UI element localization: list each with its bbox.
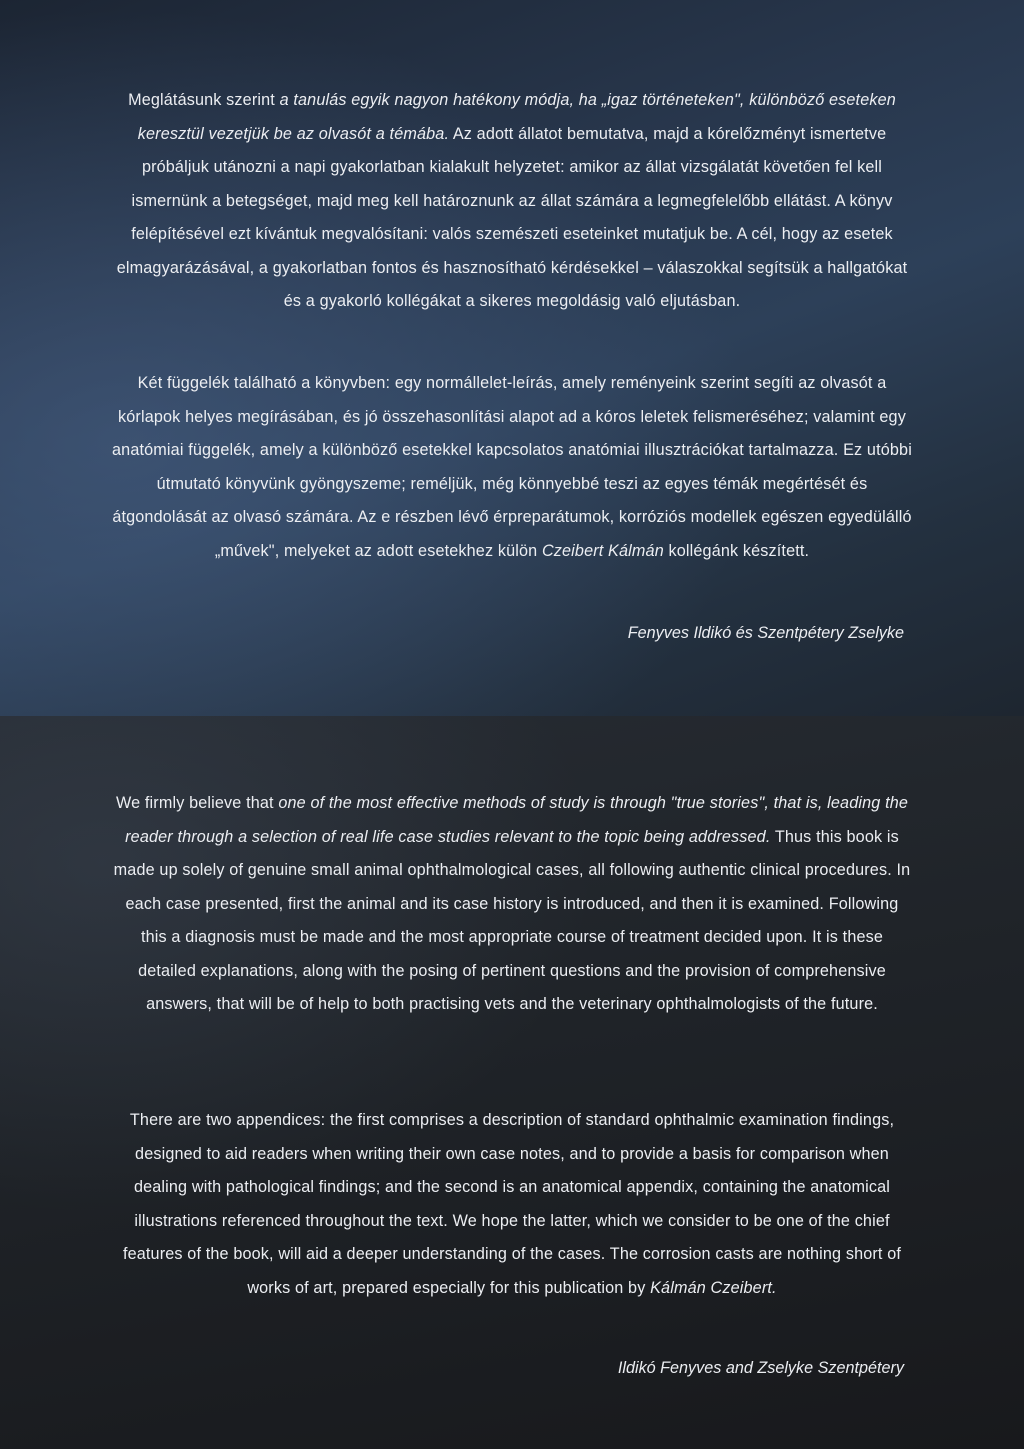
english-paragraph-1-emphasis: one of the most effective methods of study is through "true stories", that is, leading the reader through a selection of real life case studies relevant to the topic being addressed. — [125, 794, 909, 846]
hungarian-paragraph-2-text: Két függelék található a könyvben: egy normállelet-leírás, amely reményeink szerint segíti az olvasót a kórlapok helyes megírásában, és jó összehasonlítási alapot ad a kóros leletek felismeréséhez; valamint egy anatómiai függelék, amely a különböző esetekkel kapcsolatos anatómiai illusztrációkat tartalmazza. Ez utóbbi útmutató könyvünk gyöngyszeme; reméljük, még könnyebbé teszi az egyes témák megértését és átgondolását az olvasó számára. Az e részben lévő érpreparátumok, korróziós modellek egészen egyedülálló „művek", melyeket az adott esetekhez külön — [112, 374, 912, 560]
hungarian-paragraph-1-emphasis: a tanulás egyik nagyon hatékony módja, ha „igaz történeteken", különböző eseteken keresztül vezetjük be az olvasót a témába. — [137, 91, 896, 143]
english-paragraph-1-intro: We firmly believe that — [115, 794, 279, 812]
hungarian-paragraph-1-intro: Meglátásunk szerint — [128, 91, 280, 109]
hungarian-paragraph-1 — [112, 84, 912, 319]
english-paragraph-2 — [112, 1104, 912, 1305]
english-paragraph-2-text: There are two appendices: the first comprises a description of standard ophthalmic examination findings, designed to aid readers when writing their own case notes, and to provide a basis for comparison when dealing with pathological findings; and the second is an anatomical appendix, containing the anatomical illustrations referenced throughout the text. We hope the latter, which we consider to be one of the chief features of the book, will aid a deeper understanding of the cases. The corrosion casts are nothing short of works of art, prepared especially for this publication by — [122, 1111, 902, 1297]
english-paragraph-2-name: Kálmán Czeibert. — [650, 1278, 777, 1297]
hungarian-signature: Fenyves Ildikó és Szentpétery Zselyke — [627, 624, 904, 642]
hungarian-paragraph-2-name: Czeibert Kálmán — [541, 541, 664, 560]
hungarian-panel — [0, 0, 1024, 716]
english-paragraph-1-rest: Thus this book is made up solely of genuine small animal ophthalmological cases, all following authentic clinical procedures. In each case presented, first the animal and its case history is introduced, and then it is examined. Following this a diagnosis must be made and the most appropriate course of treatment decided upon. It is these detailed explanations, along with the posing of pertinent questions and the provision of comprehensive answers, that will be of help to both practising vets and the veterinary ophthalmologists of the future. — [113, 827, 911, 1013]
hungarian-paragraph-2 — [112, 367, 912, 568]
english-signature: Ildikó Fenyves and Zselyke Szentpétery — [617, 1359, 904, 1377]
hungarian-paragraph-2-end: kollégánk készített. — [663, 541, 810, 560]
english-panel — [0, 716, 1024, 1449]
hungarian-paragraph-1-rest: Az adott állatot bemutatva, majd a kórelőzményt ismertetve próbáljuk utánozni a napi gyakorlatban kialakult helyzetet: amikor az állat vizsgálatát követően fel kell ismernünk a betegséget, majd meg kell határoznunk az állat számára a legmegfelelőbb ellátást. A könyv felépítésével ezt kívántuk megvalósítani: valós szemészeti eseteinket mutatjuk be. A cél, hogy az esetek elmagyarázásával, a gyakorlatban fontos és hasznosítható kérdésekkel – válaszokkal segítsük a hallgatókat és a gyakorló kollégákat a sikeres megoldásig való eljutásban. — [116, 124, 908, 310]
english-paragraph-1 — [112, 787, 912, 1022]
